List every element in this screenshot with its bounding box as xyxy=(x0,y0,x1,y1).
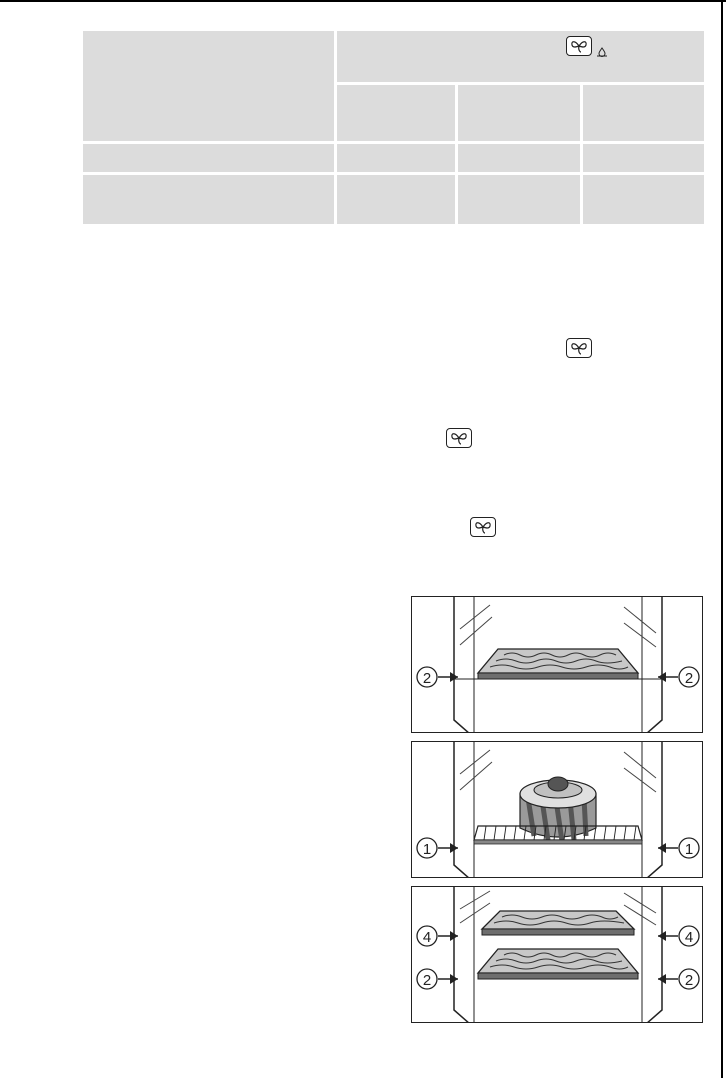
moisture-drop-icon xyxy=(596,44,608,62)
table-cell xyxy=(582,143,706,174)
fan-symbol-icon xyxy=(470,517,496,537)
table-cell xyxy=(82,174,336,226)
table-cell xyxy=(457,143,582,174)
oven-diagram-baking-tray xyxy=(411,596,703,733)
page-top-rule xyxy=(0,0,726,2)
fan-symbol-icon xyxy=(446,428,472,448)
shelf-label: 4 xyxy=(422,929,432,946)
table-cell xyxy=(582,174,706,226)
shelf-label: 1 xyxy=(422,841,432,858)
table-header-mode xyxy=(336,30,706,84)
table-cell xyxy=(336,174,457,226)
table-cell xyxy=(82,143,336,174)
oven-diagram-pot-on-rack xyxy=(411,741,703,878)
shelf-label: 1 xyxy=(684,841,694,858)
table-subheader-3 xyxy=(582,84,706,143)
shelf-label: 2 xyxy=(684,670,694,687)
fan-symbol-icon xyxy=(566,36,592,56)
shelf-label: 4 xyxy=(684,929,694,946)
shelf-label: 2 xyxy=(422,972,432,989)
fan-symbol-icon xyxy=(566,338,592,358)
table-subheader-1 xyxy=(336,84,457,143)
table-cell xyxy=(457,174,582,226)
table-header-empty xyxy=(82,30,336,143)
oven-diagram-two-trays xyxy=(411,886,703,1023)
settings-table xyxy=(80,28,707,227)
page-right-rule xyxy=(721,0,723,1078)
shelf-label: 2 xyxy=(422,670,432,687)
table-subheader-2 xyxy=(457,84,582,143)
shelf-label: 2 xyxy=(684,972,694,989)
table-cell xyxy=(336,143,457,174)
